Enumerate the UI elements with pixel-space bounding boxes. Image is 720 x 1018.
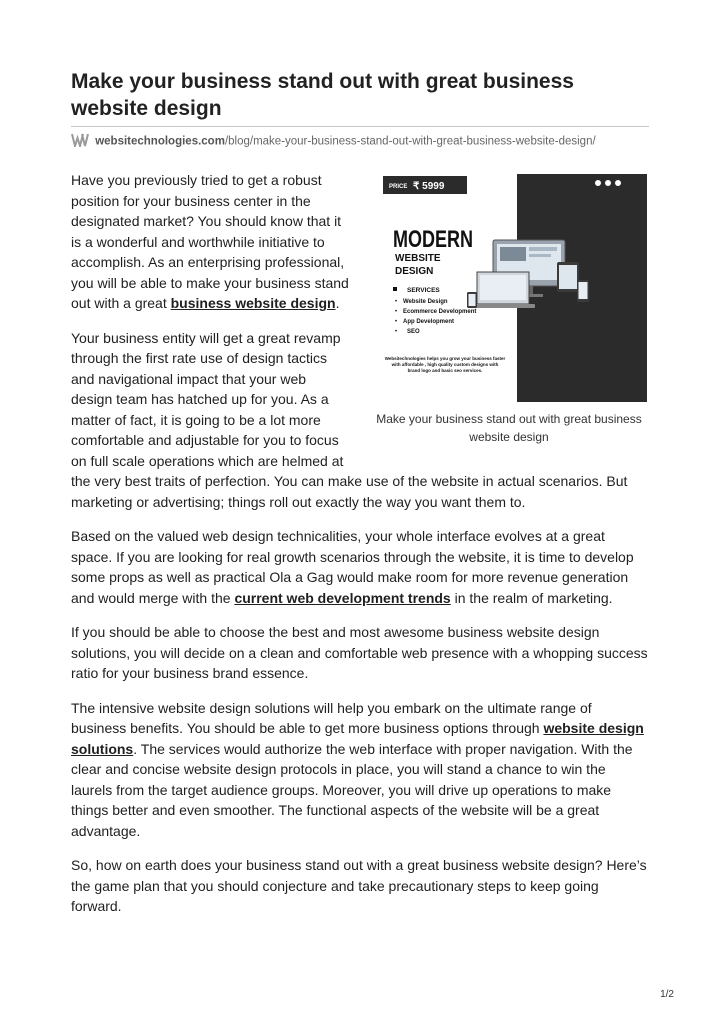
article-body — [71, 170, 649, 931]
svg-text:•: • — [395, 299, 398, 305]
service-item: SEO — [407, 329, 420, 335]
promo-heading-3: DESIGN — [395, 266, 434, 277]
title-divider — [71, 126, 649, 127]
service-item: Ecommerce Development — [403, 309, 477, 315]
source-path: /blog/make-your-business-stand-out-with-great-business-website-design/ — [224, 135, 596, 148]
figure-caption: Make your business stand out with great business website design — [376, 412, 642, 444]
svg-text:•: • — [395, 319, 398, 325]
service-item: Website Design — [403, 299, 448, 305]
services-label: SERVICES — [407, 287, 440, 294]
price-label: PRICE — [389, 184, 408, 190]
paragraph-2: Your business entity will get a great revamp through the first rate use of design tactics and navigational impact that your web design team has hatched up for you. As a matter of fact, it is going to be a lot more comfortable and adjustable for you to focus on full scale operations which are helmed at the very best traits of perfection. You can make use of the website in actual scenarios. But marketing or advertising; things roll out exactly the way you want them to. — [71, 329, 628, 510]
service-item: App Development — [403, 319, 455, 325]
business-website-design-link[interactable]: business website design — [170, 295, 336, 311]
source-domain-link[interactable]: websitechnologies.com — [95, 135, 225, 148]
page-number: 1/2 — [660, 989, 674, 1000]
svg-text:•: • — [395, 309, 398, 315]
price-value: ₹ 5999 — [413, 181, 445, 192]
promo-heading-1: MODERN — [393, 226, 473, 253]
paragraph-1: Have you previously tried to get a robust position for your business center in the designated market? You should know that it is a wonderful and worthwhile initiative to accomplish. As an enterprising professional, you will be able to make your business stand out with a great business website design. — [71, 172, 349, 311]
dot-icon — [615, 180, 621, 186]
source-line — [71, 133, 596, 150]
paragraph-6: So, how on earth does your business stand out with a great business website design? Here’s the game plan that you should conjecture and take precautionary steps to keep going forward. — [71, 857, 647, 914]
web-development-trends-link[interactable]: current web development trends — [234, 589, 451, 606]
paragraph-5: The intensive website design solutions will help you embark on the ultimate range of business benefits. You should be able to get more business options through website design solutions. The services would authorize the web interface with proper navigation. With the clear and concise website design protocols in place, you will stand a chance to win the laurels from the target audience groups. Moreover, you will drive up operations to make things better and even smoother. The functional aspects of the website will be a great advantage. — [71, 699, 644, 839]
paragraph-4: If you should be able to choose the best and most awesome business website design solutions, you will decide on a clean and comfortable web presence with a whopping success ratio for your business brand essence. — [71, 624, 648, 681]
promo-blurb-1: Websitechnologies helps you grow your business faster — [384, 356, 506, 361]
promo-image — [369, 174, 647, 402]
dot-icon — [595, 180, 601, 186]
page-title: Make your business stand out with great business website design — [71, 70, 574, 120]
website-design-solutions-link[interactable]: website design solutions — [71, 720, 644, 757]
article-figure — [361, 174, 657, 446]
promo-heading-2: WEBSITE — [395, 253, 441, 264]
promo-blurb-2: with affordable , high quality custom designs with — [391, 362, 499, 367]
promo-blurb-3: brand logo and basic seo services. — [407, 368, 483, 373]
svg-text:•: • — [395, 329, 398, 335]
dot-icon — [605, 180, 611, 186]
paragraph-3: Based on the valued web design technicalities, your whole interface evolves at a great space. If you are looking for real growth scenarios through the website, it is time to develop some props as well as practical Ola a Gag would make room for more revenue generation and would merge with the current web development trends in the realm of marketing. — [71, 528, 634, 606]
site-logo-icon — [71, 133, 89, 150]
